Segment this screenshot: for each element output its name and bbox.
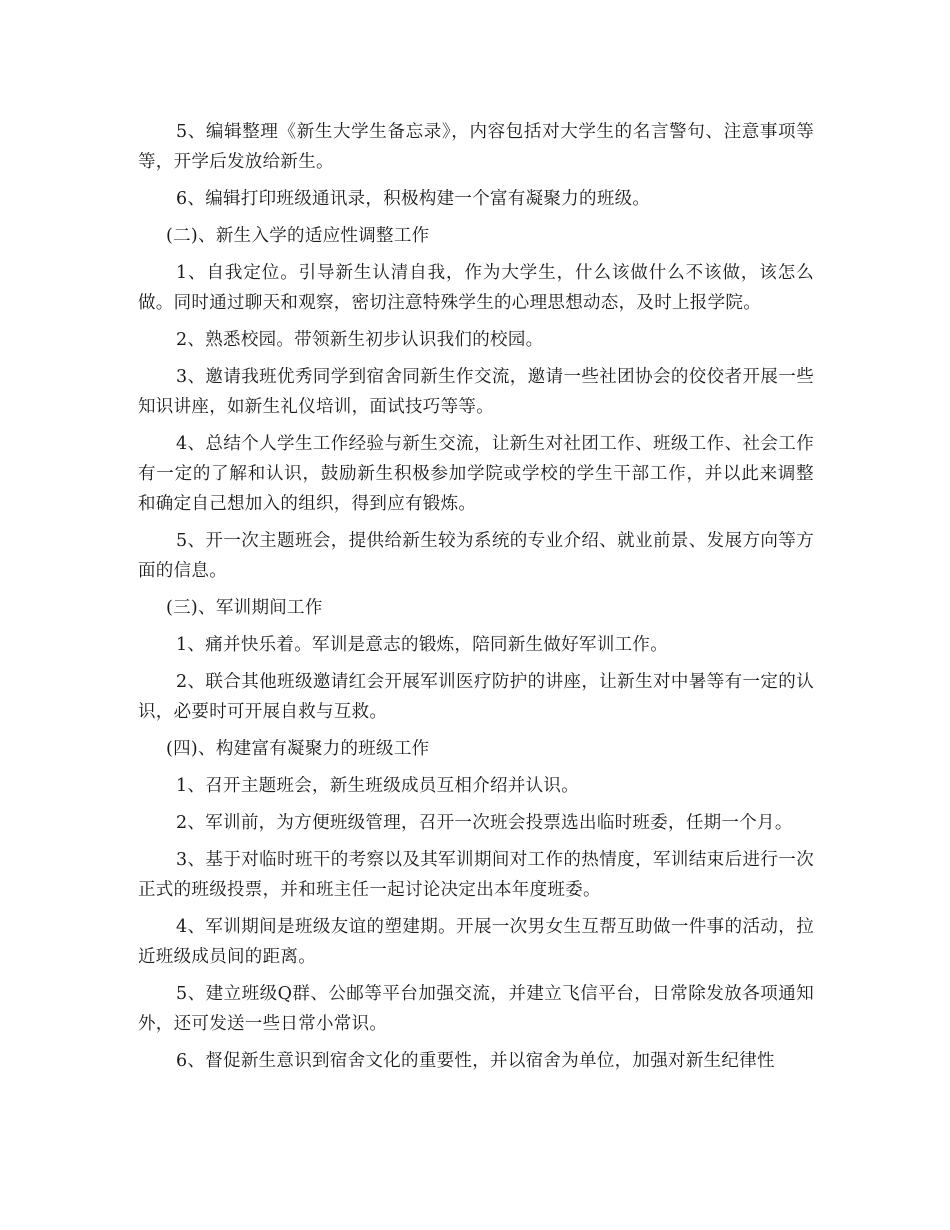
paragraph-class-meeting: 1、召开主题班会，新生班级成员互相介绍并认识。 <box>176 776 580 796</box>
paragraph-item-5-memo: 5、编辑整理《新生大学生备忘录》，内容包括对大学生的名言警句、注意事项等等，开学后发放给新生。 <box>138 122 814 172</box>
paragraph-friendship: 4、军训期间是班级友谊的塑建期。开展一次男女生互帮互助做一件事的活动，拉近班级成员间的距离。 <box>138 917 814 967</box>
paragraph-dorm-culture: 6、督促新生意识到宿舍文化的重要性，并以宿舍为单位，加强对新生纪律性 <box>176 1051 775 1071</box>
paragraph-qq-group: 5、建立班级Q群、公邮等平台加强交流，并建立飞信平台，日常除发放各项通知外，还可发送一些日常小常识。 <box>138 984 814 1034</box>
paragraph-formal-vote: 3、基于对临时班干的考察以及其军训期间对工作的热情度，军训结束后进行一次正式的班级投票，并和班主任一起讨论决定出本年度班委。 <box>138 850 814 900</box>
paragraph-military-training: 1、痛并快乐着。军训是意志的锻炼，陪同新生做好军训工作。 <box>176 635 669 655</box>
paragraph-campus-familiar: 2、熟悉校园。带领新生初步认识我们的校园。 <box>176 330 544 350</box>
paragraph-item-6-directory: 6、编辑打印班级通讯录，积极构建一个富有凝聚力的班级。 <box>176 189 651 209</box>
paragraph-summary-experience: 4、总结个人学生工作经验与新生交流，让新生对社团工作、班级工作、社会工作有一定的了解和认识，鼓励新生积极参加学院或学校的学生干部工作，并以此来调整和确定自己想加入的组织，得到应有锻炼。 <box>138 434 814 514</box>
section-heading-2: (二)、新生入学的适应性调整工作 <box>166 226 430 246</box>
paragraph-invite-students: 3、邀请我班优秀同学到宿舍同新生作交流，邀请一些社团协会的佼佼者开展一些知识讲座，如新生礼仪培训，面试技巧等等。 <box>138 367 814 417</box>
section-heading-3: (三)、军训期间工作 <box>166 598 323 618</box>
paragraph-temp-committee: 2、军训前，为方便班级管理，召开一次班会投票选出临时班委，任期一个月。 <box>176 813 793 833</box>
document-body <box>138 117 814 1083</box>
paragraph-theme-meeting: 5、开一次主题班会，提供给新生较为系统的专业介绍、就业前景、发展方向等方面的信息。 <box>138 531 814 581</box>
section-heading-4: (四)、构建富有凝聚力的班级工作 <box>166 739 430 759</box>
paragraph-medical-lecture: 2、联合其他班级邀请红会开展军训医疗防护的讲座，让新生对中暑等有一定的认识，必要时可开展自救与互救。 <box>138 672 814 722</box>
paragraph-self-positioning: 1、自我定位。引导新生认清自我，作为大学生，什么该做什么不该做，该怎么做。同时通过聊天和观察，密切注意特殊学生的心理思想动态，及时上报学院。 <box>138 263 814 313</box>
